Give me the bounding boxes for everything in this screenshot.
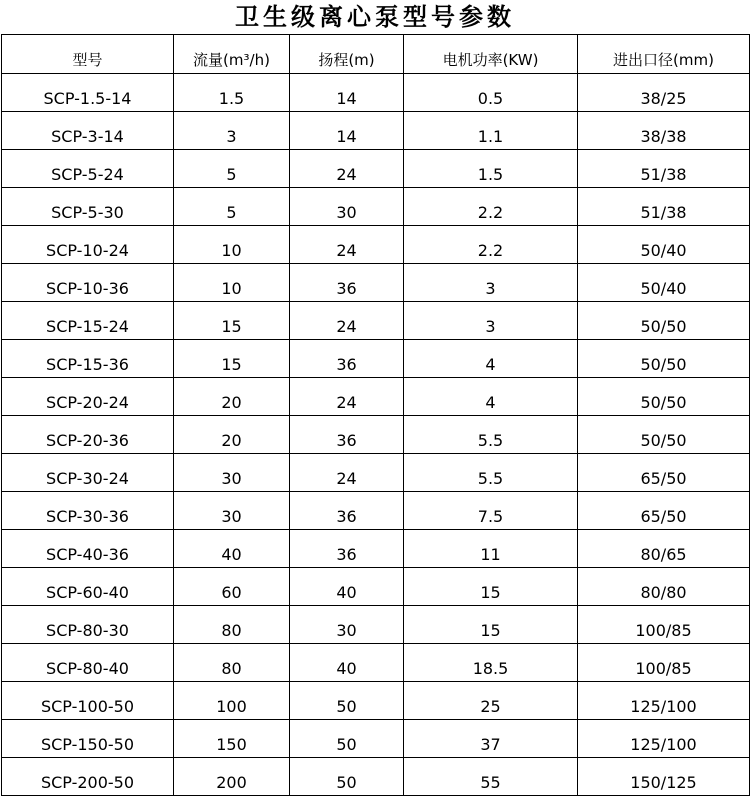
cell-flow: 1.5	[174, 74, 290, 112]
cell-port: 100/85	[578, 644, 750, 682]
header-power: 电机功率(KW)	[404, 35, 578, 74]
cell-flow: 15	[174, 340, 290, 378]
cell-flow: 20	[174, 378, 290, 416]
cell-model: SCP-80-30	[2, 606, 174, 644]
cell-flow: 20	[174, 416, 290, 454]
table-row	[2, 530, 750, 568]
cell-model: SCP-15-36	[2, 340, 174, 378]
cell-port: 125/100	[578, 720, 750, 758]
table-row	[2, 188, 750, 226]
cell-flow: 40	[174, 530, 290, 568]
table-row	[2, 112, 750, 150]
table-row	[2, 644, 750, 682]
cell-head: 14	[290, 74, 404, 112]
cell-power: 37	[404, 720, 578, 758]
cell-head: 50	[290, 720, 404, 758]
cell-head: 36	[290, 416, 404, 454]
cell-port: 38/38	[578, 112, 750, 150]
cell-power: 5.5	[404, 416, 578, 454]
table-row	[2, 758, 750, 796]
header-port: 进出口径(mm)	[578, 35, 750, 74]
cell-flow: 10	[174, 264, 290, 302]
table-row	[2, 454, 750, 492]
table-row	[2, 150, 750, 188]
cell-head: 24	[290, 302, 404, 340]
cell-model: SCP-10-36	[2, 264, 174, 302]
cell-model: SCP-40-36	[2, 530, 174, 568]
cell-power: 1.1	[404, 112, 578, 150]
cell-head: 50	[290, 758, 404, 796]
cell-port: 38/25	[578, 74, 750, 112]
cell-flow: 30	[174, 492, 290, 530]
cell-flow: 150	[174, 720, 290, 758]
cell-flow: 3	[174, 112, 290, 150]
cell-flow: 30	[174, 454, 290, 492]
cell-model: SCP-3-14	[2, 112, 174, 150]
cell-flow: 10	[174, 226, 290, 264]
cell-model: SCP-5-30	[2, 188, 174, 226]
cell-port: 100/85	[578, 606, 750, 644]
cell-flow: 5	[174, 150, 290, 188]
table-row	[2, 568, 750, 606]
cell-power: 5.5	[404, 454, 578, 492]
cell-port: 125/100	[578, 682, 750, 720]
cell-power: 18.5	[404, 644, 578, 682]
table-row	[2, 74, 750, 112]
cell-head: 50	[290, 682, 404, 720]
table-row	[2, 302, 750, 340]
table-row	[2, 416, 750, 454]
header-head: 扬程(m)	[290, 35, 404, 74]
pump-spec-table	[1, 34, 750, 796]
cell-power: 2.2	[404, 226, 578, 264]
cell-model: SCP-200-50	[2, 758, 174, 796]
cell-flow: 100	[174, 682, 290, 720]
cell-power: 11	[404, 530, 578, 568]
cell-head: 24	[290, 454, 404, 492]
cell-port: 150/125	[578, 758, 750, 796]
cell-head: 14	[290, 112, 404, 150]
cell-flow: 15	[174, 302, 290, 340]
cell-flow: 5	[174, 188, 290, 226]
cell-head: 36	[290, 530, 404, 568]
table-row	[2, 340, 750, 378]
cell-head: 24	[290, 378, 404, 416]
cell-head: 24	[290, 150, 404, 188]
cell-model: SCP-100-50	[2, 682, 174, 720]
cell-port: 50/40	[578, 264, 750, 302]
cell-port: 50/50	[578, 340, 750, 378]
table-row	[2, 378, 750, 416]
cell-model: SCP-10-24	[2, 226, 174, 264]
table-header-row	[2, 35, 750, 74]
cell-port: 80/65	[578, 530, 750, 568]
page-title: 卫生级离心泵型号参数	[235, 2, 515, 31]
cell-model: SCP-80-40	[2, 644, 174, 682]
header-flow: 流量(m³/h)	[174, 35, 290, 74]
cell-head: 36	[290, 340, 404, 378]
cell-power: 1.5	[404, 150, 578, 188]
table-row	[2, 606, 750, 644]
cell-power: 0.5	[404, 74, 578, 112]
cell-head: 36	[290, 492, 404, 530]
cell-flow: 200	[174, 758, 290, 796]
table-row	[2, 226, 750, 264]
cell-model: SCP-5-24	[2, 150, 174, 188]
cell-flow: 80	[174, 644, 290, 682]
cell-power: 4	[404, 340, 578, 378]
cell-head: 36	[290, 264, 404, 302]
cell-model: SCP-150-50	[2, 720, 174, 758]
cell-model: SCP-30-24	[2, 454, 174, 492]
cell-power: 2.2	[404, 188, 578, 226]
cell-port: 50/50	[578, 378, 750, 416]
cell-model: SCP-1.5-14	[2, 74, 174, 112]
cell-power: 3	[404, 302, 578, 340]
cell-power: 7.5	[404, 492, 578, 530]
cell-head: 24	[290, 226, 404, 264]
cell-head: 30	[290, 188, 404, 226]
header-model: 型号	[2, 35, 174, 74]
table-row	[2, 720, 750, 758]
cell-power: 4	[404, 378, 578, 416]
cell-port: 65/50	[578, 454, 750, 492]
cell-port: 65/50	[578, 492, 750, 530]
table-body	[2, 74, 750, 796]
cell-port: 51/38	[578, 188, 750, 226]
cell-head: 30	[290, 606, 404, 644]
cell-power: 15	[404, 606, 578, 644]
table-row	[2, 264, 750, 302]
cell-power: 3	[404, 264, 578, 302]
cell-flow: 60	[174, 568, 290, 606]
cell-head: 40	[290, 644, 404, 682]
cell-port: 50/40	[578, 226, 750, 264]
cell-flow: 80	[174, 606, 290, 644]
cell-model: SCP-20-36	[2, 416, 174, 454]
table-row	[2, 492, 750, 530]
cell-power: 55	[404, 758, 578, 796]
cell-port: 51/38	[578, 150, 750, 188]
cell-model: SCP-20-24	[2, 378, 174, 416]
cell-model: SCP-30-36	[2, 492, 174, 530]
cell-model: SCP-15-24	[2, 302, 174, 340]
table-row	[2, 682, 750, 720]
cell-power: 25	[404, 682, 578, 720]
cell-model: SCP-60-40	[2, 568, 174, 606]
cell-port: 80/80	[578, 568, 750, 606]
cell-port: 50/50	[578, 302, 750, 340]
cell-port: 50/50	[578, 416, 750, 454]
cell-power: 15	[404, 568, 578, 606]
cell-head: 40	[290, 568, 404, 606]
